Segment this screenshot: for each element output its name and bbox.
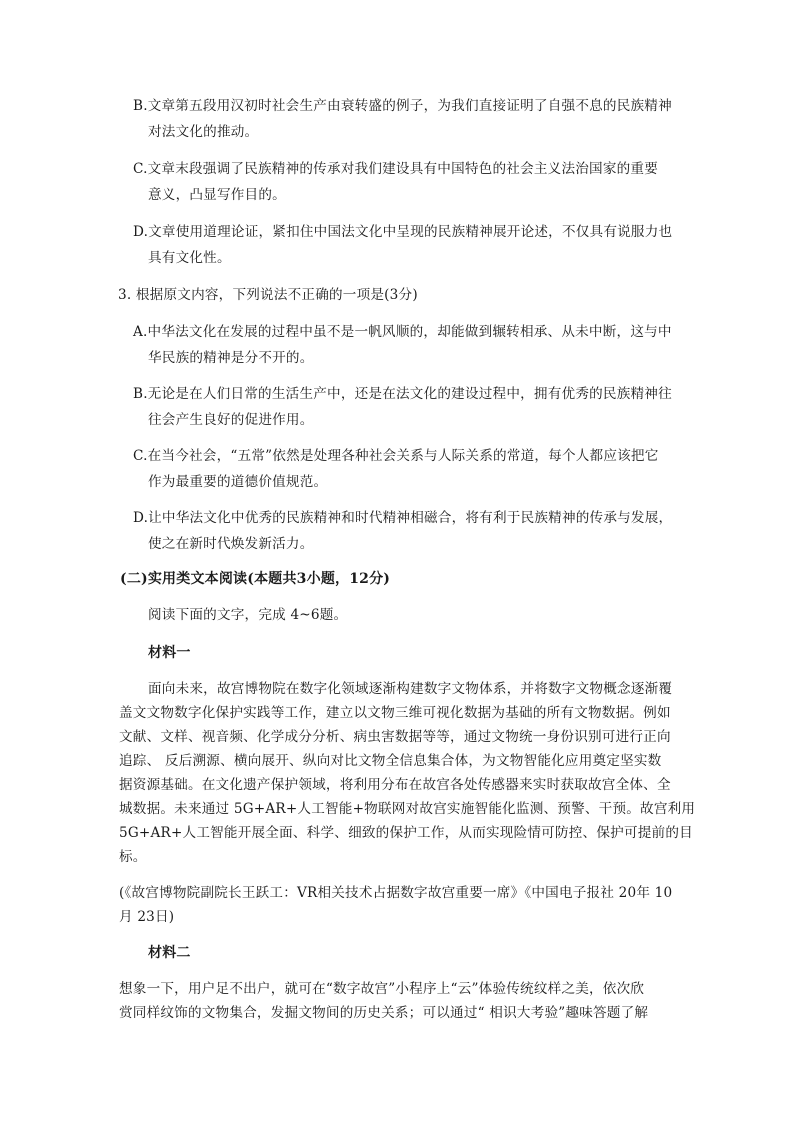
material1-title: 材料一: [148, 645, 191, 661]
q2-option-b-line2: 对法文化的推动。: [148, 124, 259, 140]
q3-stem: 3. 根据原文内容，下列说法不正确的一项是(3分): [118, 287, 418, 303]
material1-line: 追踪、 反后溯源、横向展开、纵向对比文物全信息集合体，为文物智能化应用奠定坚实数: [119, 753, 662, 769]
source-citation-line1: (《故宫博物院副院长王跃工：VR相关技术占据数字故宫重要一席》《中国电子报社 20年 10: [119, 885, 673, 901]
q3-option-a-line1: A.中华法文化在发展的过程中虽不是一帆风顺的，却能做到辗转相承、从未中断，这与中: [133, 324, 672, 340]
q3-option-b-line1: B.无论是在人们日常的生活生产中，还是在法文化的建设过程中，拥有优秀的民族精神往: [133, 386, 672, 402]
material2-line: 赏同样纹饰的文物集合，发掘文物间的历史关系；可以通过“ 相识大考验”趣味答题了解: [119, 1005, 649, 1021]
source-citation-line2: 月 23日): [119, 909, 175, 925]
q3-option-c-line1: C.在当今社会，“五常”依然是处理各种社会关系与人际关系的常道，每个人都应该把它: [133, 448, 659, 464]
material1-line: 文献、文样、视音频、化学成分分析、病虫害数据等等，通过文物统一身份识别可进行正向: [119, 729, 671, 745]
material1-line: 5G+AR+人工智能开展全面、科学、细致的保护工作，从而实现险情可防控、保护可提前的目: [119, 825, 693, 841]
q3-option-b-line2: 往会产生良好的促进作用。: [148, 412, 314, 428]
q3-option-d-line1: D.让中华法文化中优秀的民族精神和时代精神相磁合，将有利于民族精神的传承与发展，: [133, 510, 673, 526]
q3-option-a-line2: 华民族的精神是分不开的。: [148, 350, 314, 366]
material1-line: 面向未来，故宫博物院在数字化领域逐渐构建数字文物体系，并将数字文物概念逐渐覆: [148, 681, 673, 697]
q2-option-b-line1: B.文章第五段用汉初时社会生产由衰转盛的例子，为我们直接证明了自强不息的民族精神: [133, 98, 672, 114]
q3-option-c-line2: 作为最重要的道德价值规范。: [148, 474, 328, 490]
material1-line: 盖文文物数字化保护实践等工作，建立以文物三维可视化数据为基础的所有文物数据。例如: [119, 705, 671, 721]
q3-option-d-line2: 使之在新时代焕发新活力。: [148, 536, 314, 552]
material1-line: 城数据。未来通过 5G+AR+人工智能+物联网对故宫实施智能化监测、预警、干预。故宫利用: [119, 801, 696, 817]
section-heading: (二)实用类文本阅读(本题共3小题，12分): [120, 571, 391, 587]
q2-option-c-line2: 意义，凸显写作目的。: [148, 187, 286, 203]
material2-line: 想象一下，用户足不出户，就可在“数字故宫”小程序上“云”体验传统纹样之美，依次欣: [119, 981, 645, 997]
material2-title: 材料二: [148, 945, 191, 961]
material1-line: 标。: [119, 849, 147, 865]
q2-option-c-line1: C.文章末段强调了民族精神的传承对我们建设具有中国特色的社会主义法治国家的重要: [133, 161, 659, 177]
q2-option-d-line1: D.文章使用道理论证，紧扣住中国法文化中呈现的民族精神展开论述，不仅具有说服力也: [133, 224, 673, 240]
material1-line: 据资源基础。在文化遗产保护领域，将利用分布在故宫各处传感器来实时获取故宫全体、全: [119, 777, 671, 793]
q2-option-d-line2: 具有文化性。: [148, 250, 231, 266]
instruction: 阅读下面的文字，完成 4~6题。: [148, 607, 348, 623]
